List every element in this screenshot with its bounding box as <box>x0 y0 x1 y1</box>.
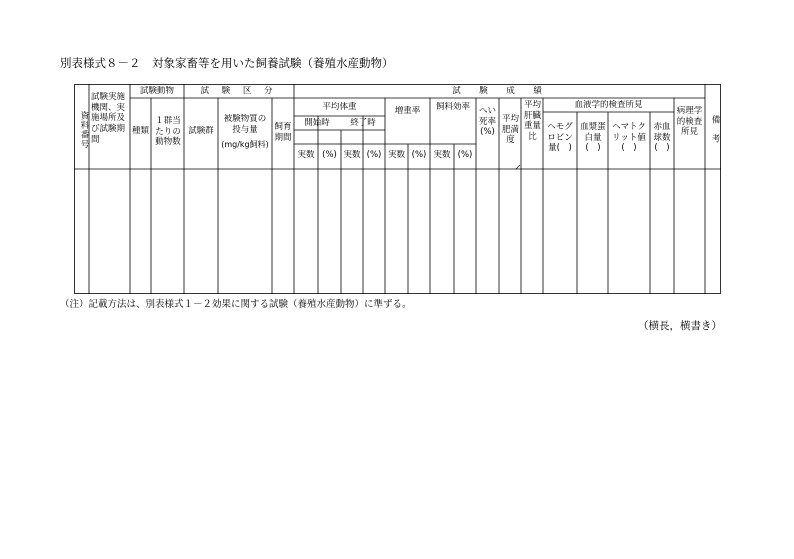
header-blood: 血液学的検査所見 <box>574 100 643 110</box>
header-weight-gain: 増重率 <box>394 106 421 116</box>
subheader-count: 実数 <box>387 150 405 160</box>
subheader-pct: (%) <box>457 150 473 160</box>
subheader-count: 実数 <box>297 150 315 160</box>
header-end: 終了時 <box>350 118 376 128</box>
header-liver-ratio: 平均肝臓重量比 <box>523 100 541 142</box>
header-results: 試 験 成 績 <box>452 86 547 96</box>
subheader-pct: (%) <box>366 150 382 160</box>
header-start: 開始時 <box>304 118 330 128</box>
header-avg-condition: 平均肥満度 <box>501 114 519 146</box>
subheader-count: 実数 <box>433 150 451 160</box>
header-hematocrit: ヘマトクリット値( ) <box>612 122 646 154</box>
header-test-animal: 試験動物 <box>139 86 174 96</box>
header-pathology: 病理学的検査所見 <box>676 106 703 138</box>
header-test-group: 試験群 <box>188 126 214 136</box>
header-dosage-unit: (mg/kg飼料) <box>221 140 269 149</box>
subheader-pct: (%) <box>411 150 427 160</box>
header-feed-efficiency: 飼料効率 <box>435 102 470 112</box>
page-title: 別表様式８－２ 対象家畜等を用いた飼養試験（養殖水産動物） <box>60 56 394 70</box>
subheader-pct: (%) <box>322 150 337 160</box>
subheader-count: 実数 <box>343 150 361 160</box>
header-serum-protein: 血漿蛋白量( ) <box>580 122 606 154</box>
header-feeding-period: 飼育期間 <box>274 122 292 143</box>
header-rbc: 赤血球数( ) <box>653 122 671 154</box>
header-mortality: へい死率(%) <box>478 106 496 138</box>
form-table <box>74 84 721 294</box>
header-count-per-group: １群当たりの動物数 <box>155 116 181 148</box>
header-test-division: 試 験 区 分 <box>200 86 278 96</box>
header-institution: 試験実施機関、実施場所及び試験期間 <box>91 92 126 145</box>
header-material-no: 資料番号 <box>79 111 89 149</box>
header-hemoglobin: ヘモグロビン量( ) <box>547 122 573 154</box>
orientation-note: （横長，横書き） <box>638 320 722 332</box>
header-dosage: 被験物質の投与量 <box>223 114 267 135</box>
header-remarks: 備 考 <box>710 114 720 144</box>
header-species: 種類 <box>131 126 149 136</box>
footnote: （注）記載方法は、別表様式１－２効果に関する試験（養殖水産動物）に準ずる。 <box>60 299 412 310</box>
header-avg-weight: 平均体重 <box>322 102 357 112</box>
